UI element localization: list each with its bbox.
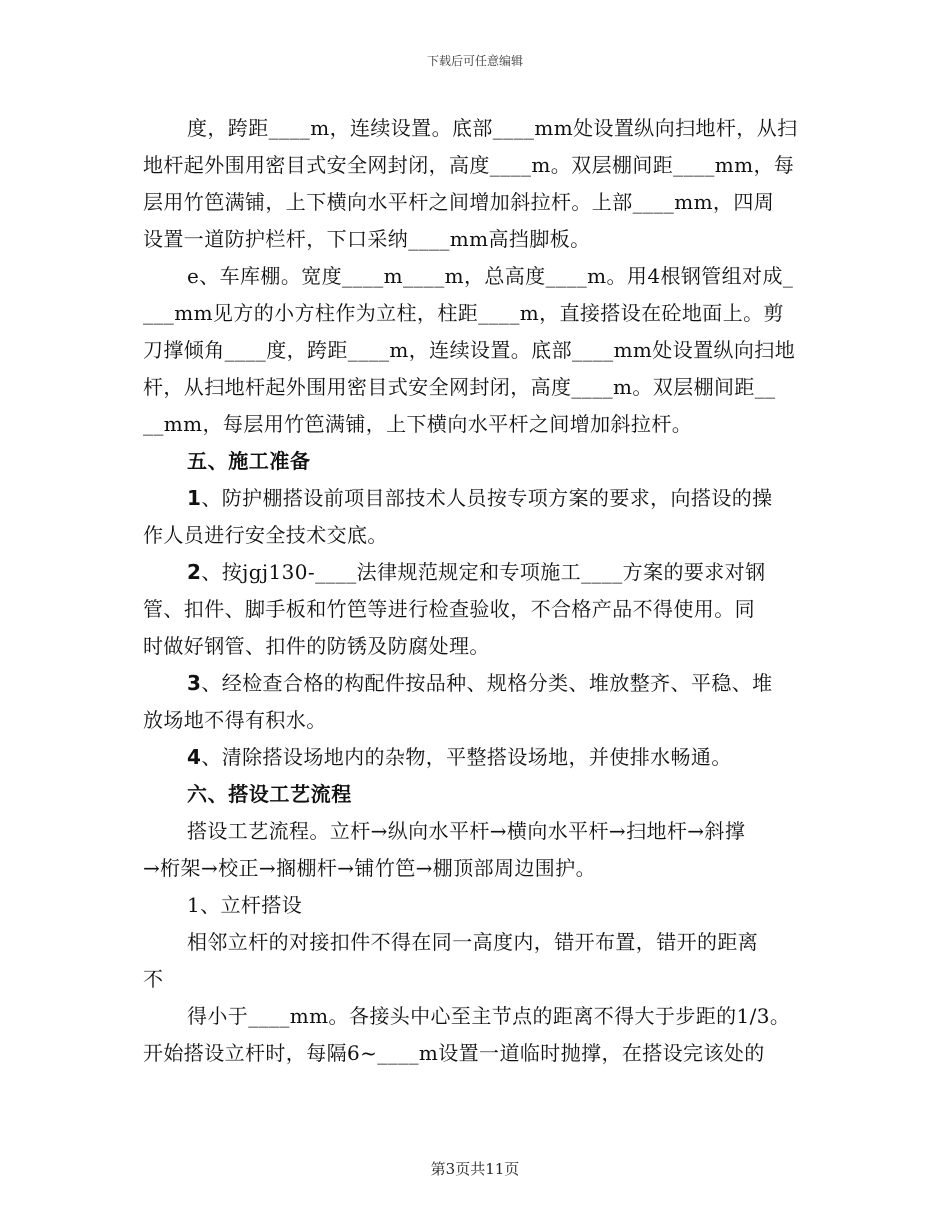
text-line: 时做好钢管、扣件的防锈及防腐处理。 bbox=[143, 634, 490, 658]
subheading-pole-setup: 1、立杆搭设 bbox=[187, 893, 303, 917]
item-text: 、清除搭设场地内的杂物，平整搭设场地，并使排水畅通。 bbox=[201, 745, 732, 769]
item-number: 1 bbox=[187, 486, 202, 510]
section-heading-preparation: 五、施工准备 bbox=[187, 449, 311, 473]
list-item bbox=[143, 665, 809, 702]
text-line: 得小于____mm。各接头中心至主节点的距离不得大于步距的1/3。 bbox=[187, 1004, 791, 1028]
item-number: 4 bbox=[187, 745, 202, 769]
text-line: 不 bbox=[143, 967, 164, 991]
text-line: 度，跨距____m，连续设置。底部____mm处设置纵向扫地杆，从扫 bbox=[187, 116, 798, 140]
text-line: 刀撑倾角____度，跨距____m，连续设置。底部____mm处设置纵向扫地 bbox=[143, 338, 796, 362]
text-line: →桁架→校正→搁棚杆→铺竹笆→棚顶部周边围护。 bbox=[143, 856, 596, 880]
document-body bbox=[143, 110, 809, 1072]
text-line: ___mm见方的小方柱作为立柱，柱距____m，直接搭设在砼地面上。剪 bbox=[143, 301, 784, 325]
text-line: 地杆起外围用密目式安全网封闭，高度____m。双层棚间距____mm，每 bbox=[143, 153, 795, 177]
item-text: 、经检查合格的构配件按品种、规格分类、堆放整齐、平稳、堆 bbox=[201, 671, 773, 695]
item-number: 2 bbox=[187, 560, 202, 584]
page-footer: 第3页共11页 bbox=[430, 1160, 520, 1178]
section-heading-process: 六、搭设工艺流程 bbox=[187, 782, 352, 806]
text-line: 搭设工艺流程。立杆→纵向水平杆→横向水平杆→扫地杆→斜撑 bbox=[187, 819, 746, 843]
item-text: 、防护棚搭设前项目部技术人员按专项方案的要求，向搭设的操 bbox=[201, 486, 773, 510]
text-line: e、车库棚。宽度____m____m，总高度____m。用4根钢管组对成_ bbox=[187, 264, 794, 288]
item-number: 3 bbox=[187, 671, 202, 695]
text-line: __mm，每层用竹笆满铺，上下横向水平杆之间增加斜拉杆。 bbox=[143, 412, 693, 436]
page-header: 下载后可任意编辑 bbox=[426, 54, 523, 68]
list-item bbox=[143, 739, 809, 776]
text-line: 开始搭设立杆时，每隔6~____m设置一道临时抛撑，在搭设完该处的 bbox=[143, 1041, 765, 1065]
list-item bbox=[143, 554, 809, 591]
text-line: 放场地不得有积水。 bbox=[143, 708, 327, 732]
text-line: 管、扣件、脚手板和竹笆等进行检查验收，不合格产品不得使用。同 bbox=[143, 597, 755, 621]
list-item bbox=[143, 480, 809, 517]
text-line: 作人员进行安全技术交底。 bbox=[143, 523, 388, 547]
text-line: 设置一道防护栏杆，下口采纳____mm高挡脚板。 bbox=[143, 227, 591, 251]
text-line: 相邻立杆的对接扣件不得在同一高度内，错开布置，错开的距离 bbox=[187, 930, 759, 954]
text-line: 层用竹笆满铺，上下横向水平杆之间增加斜拉杆。上部____mm，四周 bbox=[143, 190, 775, 214]
item-text: 、按jgj130-____法律规范规定和专项施工____方案的要求对钢 bbox=[201, 560, 766, 584]
text-line: 杆，从扫地杆起外围用密目式安全网封闭，高度____m。双层棚间距__ bbox=[143, 375, 776, 399]
